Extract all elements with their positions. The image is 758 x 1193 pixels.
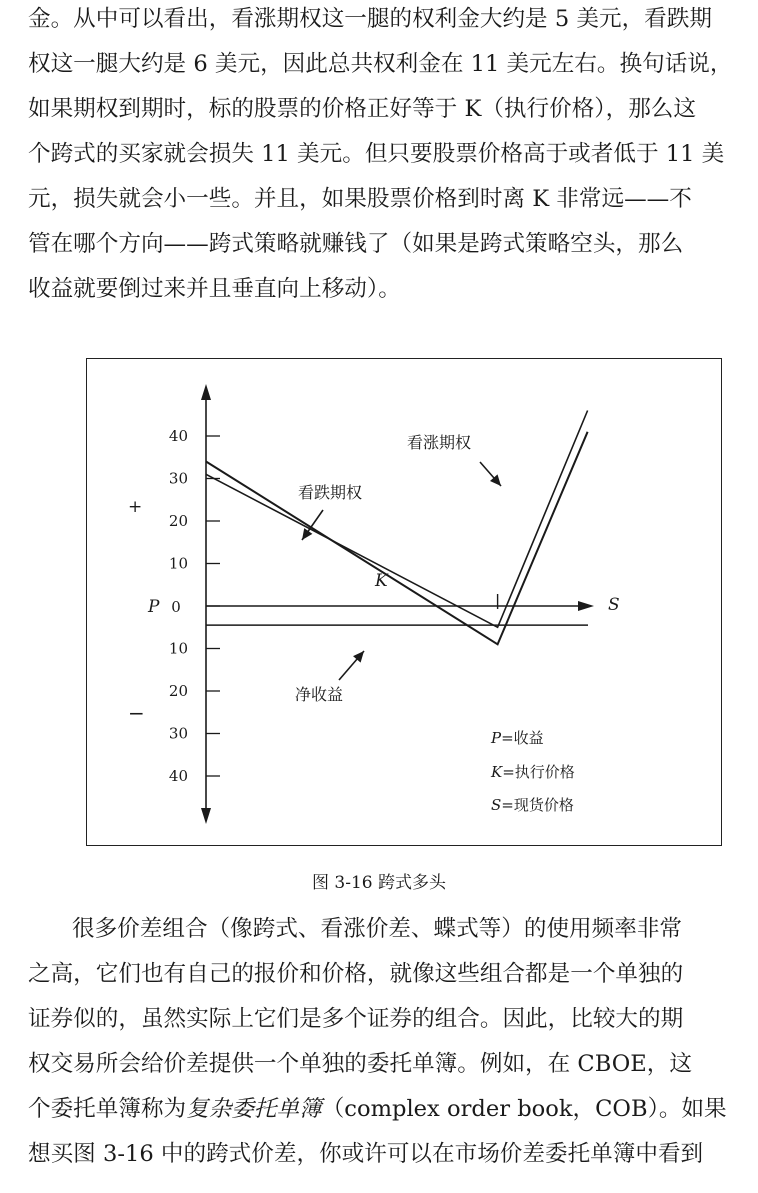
call-label: 看涨期权: [407, 433, 472, 452]
y-axis-arrow-up: [201, 384, 211, 400]
text-line: 金。从中可以看出，看涨期权这一腿的权利金大约是 5 美元，看跌期: [28, 6, 712, 32]
text-line: 权交易所会给价差提供一个单独的委托单簿。例如，在 CBOE，这: [28, 1051, 692, 1077]
k-label: K: [375, 571, 388, 591]
text-span: 个委托单簿称为: [28, 1096, 187, 1122]
text-line: 收益就要倒过来并且垂直向上移动）。: [28, 276, 401, 302]
p-axis-label: P: [148, 597, 160, 617]
text-line: 管在哪个方向——跨式策略就赚钱了（如果是跨式策略空头，那么: [28, 231, 684, 257]
legend-k: K=执行价格: [491, 763, 575, 781]
s-axis-label: S: [608, 595, 620, 615]
y-tick-label: 10: [168, 639, 188, 658]
minus-sign: −: [128, 701, 145, 725]
chart-marks: [201, 384, 594, 824]
series-line-option-payoff: [206, 411, 588, 628]
y-axis-arrow-down: [201, 808, 211, 824]
x-axis-arrow: [578, 601, 594, 611]
text-line: 个跨式的买家就会损失 11 美元。但只要股票价格高于或者低于 11 美: [28, 141, 725, 167]
y-tick-label: 10: [168, 554, 188, 573]
net-label: 净收益: [295, 685, 344, 704]
text-span: （complex order book，COB）。如果: [321, 1096, 727, 1122]
text-line: 元，损失就会小一些。并且，如果股票价格到时离 K 非常远——不: [28, 186, 692, 212]
y-tick-label: 40: [168, 427, 188, 445]
text-line: [28, 1096, 727, 1122]
text-line: 很多价差组合（像跨式、看涨价差、蝶式等）的使用频率非常: [72, 916, 683, 942]
text-line: 证券似的，虽然实际上它们是多个证券的组合。因此，比较大的期: [28, 1006, 684, 1032]
y-tick-label: 40: [168, 767, 188, 785]
plus-sign: +: [128, 497, 143, 517]
text-line: 如果期权到期时，标的股票的价格正好等于 K（执行价格），那么这: [28, 96, 696, 122]
y-tick-label: 30: [168, 469, 188, 488]
y-tick-label: 20: [168, 682, 188, 700]
term-italic: 复杂委托单簿: [186, 1096, 322, 1122]
series-line-net: [206, 432, 588, 645]
text-line: 权这一腿大约是 6 美元，因此总共权利金在 11 美元左右。换句话说，: [28, 51, 733, 77]
text-line: 之高，它们也有自己的报价和价格，就像这些组合都是一个单独的: [28, 961, 684, 987]
figure-caption: 图 3-16 跨式多头: [312, 873, 446, 893]
legend-p: P=收益: [491, 729, 544, 747]
put-label: 看跌期权: [298, 483, 363, 502]
zero-label: 0: [171, 598, 181, 616]
y-tick-label: 30: [168, 724, 188, 743]
text-line: 想买图 3-16 中的跨式价差，你或许可以在市场价差委托单簿中看到: [28, 1141, 704, 1167]
y-tick-label: 20: [168, 512, 188, 530]
legend-s: S=现货价格: [491, 796, 574, 814]
